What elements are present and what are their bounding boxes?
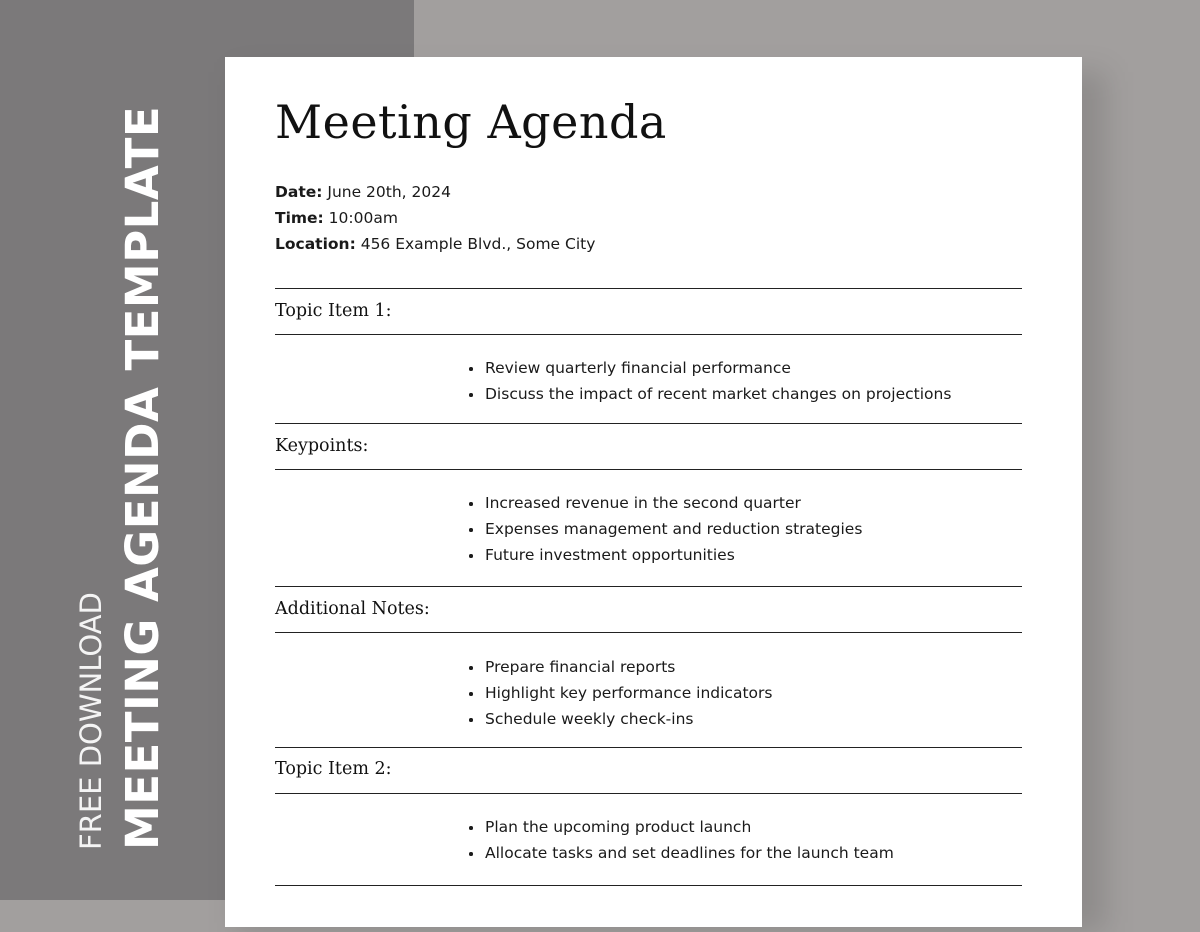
topic-item-1-list [468,355,951,407]
list-item: Plan the upcoming product launch [468,814,894,840]
list-item: Expenses management and reduction strategies [468,516,862,542]
section-divider [275,632,1022,633]
list-item: Future investment opportunities [468,542,862,568]
keypoints-list [468,490,862,569]
time-label: Time: [275,209,324,227]
date-row [275,179,595,205]
section-heading-topic-item-1: Topic Item 1: [275,301,392,321]
list-item: Schedule weekly check-ins [468,706,772,732]
section-divider [275,747,1022,748]
section-divider [275,793,1022,794]
agenda-page [225,57,1082,927]
page-title: Meeting Agenda [275,95,667,149]
location-value: 456 Example Blvd., Some City [355,235,596,253]
list-item: Prepare financial reports [468,654,772,680]
date-label: Date: [275,183,323,201]
section-divider [275,423,1022,424]
section-divider [275,334,1022,335]
list-item: Discuss the impact of recent market changes on projections [468,381,951,407]
section-divider [275,885,1022,886]
list-item: Highlight key performance indicators [468,680,772,706]
list-item: Allocate tasks and set deadlines for the launch team [468,840,894,866]
location-label: Location: [275,235,356,253]
promo-template-title: MEETING AGENDA TEMPLATE [116,105,169,850]
time-row [275,205,595,231]
location-row [275,231,595,257]
section-divider [275,469,1022,470]
promo-vertical-text [72,105,192,850]
topic-item-2-list [468,814,894,866]
list-item: Increased revenue in the second quarter [468,490,862,516]
section-divider [275,288,1022,289]
additional-notes-list [468,654,772,733]
meeting-details [275,179,595,257]
promo-free-download: FREE DOWNLOAD [74,592,108,850]
section-heading-keypoints: Keypoints: [275,436,369,456]
date-value: June 20th, 2024 [322,183,451,201]
list-item: Review quarterly financial performance [468,355,951,381]
time-value: 10:00am [323,209,398,227]
section-heading-topic-item-2: Topic Item 2: [275,759,392,779]
section-divider [275,586,1022,587]
section-heading-additional-notes: Additional Notes: [275,599,430,619]
